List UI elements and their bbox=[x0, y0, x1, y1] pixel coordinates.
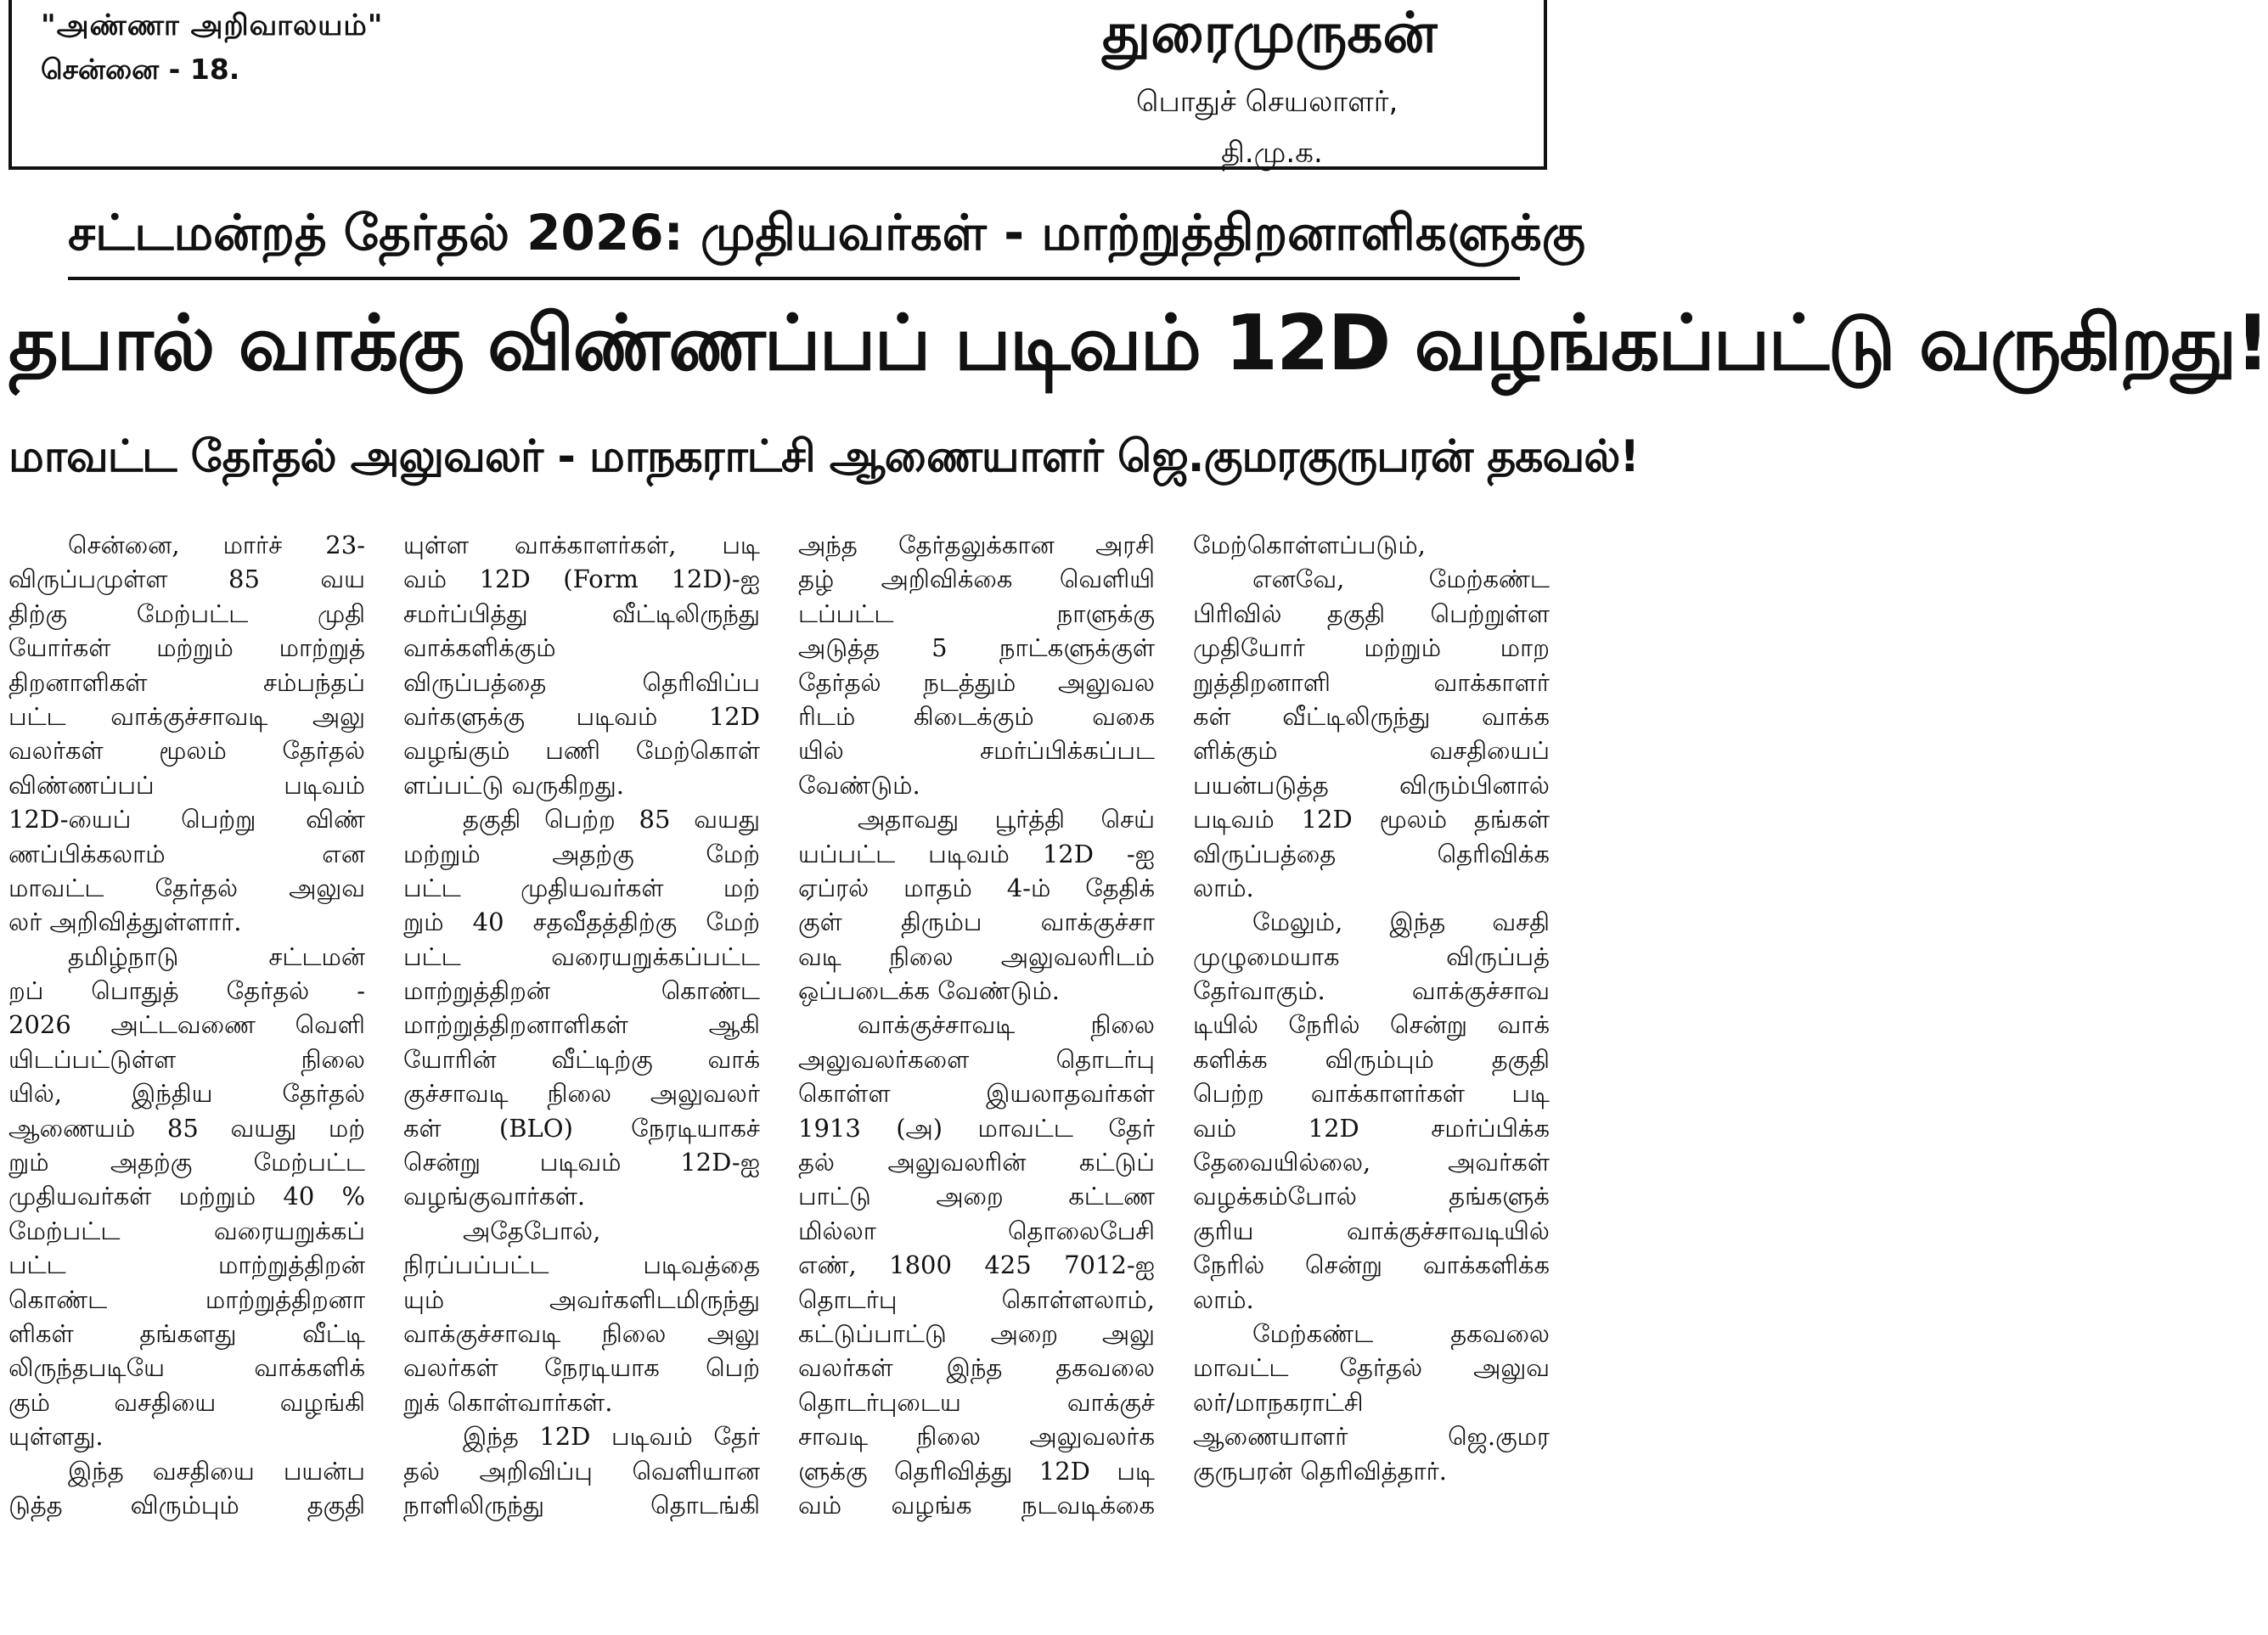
address-block bbox=[41, 8, 383, 90]
text-line: றும் 40 சதவீதத்திற்கு மேற் bbox=[403, 907, 760, 937]
text-line: குச்சாவடி நிலை அலுவலர் bbox=[403, 1079, 760, 1109]
text-line: 12D-யைப் பெற்று விண் bbox=[8, 805, 365, 834]
text-line: இந்த வசதியை பயன்ப bbox=[68, 1456, 365, 1486]
text-line: சென்னை, மார்ச் 23- bbox=[68, 531, 365, 559]
text-line: எண், 1800 425 7012-ஐ bbox=[798, 1250, 1155, 1280]
text-line: தேர்தல் நடத்தும் அலுவல bbox=[798, 667, 1155, 697]
text-line: குருபரன் தெரிவித்தார். bbox=[1193, 1456, 1448, 1486]
text-line: களிக்க விரும்பும் தகுதி bbox=[1193, 1044, 1550, 1074]
text-line: 2026 அட்டவணை வெளி bbox=[8, 1010, 365, 1040]
text-line: எனவே, மேற்கண்ட bbox=[1252, 565, 1550, 594]
text-line: நாளிலிருந்து தொடங்கி bbox=[403, 1490, 760, 1520]
text-line: ஆணையம் 85 வயது மற் bbox=[8, 1113, 365, 1143]
text-line: தழ் அறிவிக்கை வெளியி bbox=[798, 565, 1155, 594]
text-line: அடுத்த 5 நாட்களுக்குள் bbox=[798, 633, 1155, 663]
text-line: சாவடி நிலை அலுவலர்க bbox=[798, 1422, 1155, 1452]
text-line: அந்த தேர்தலுக்கான அரசி bbox=[798, 531, 1155, 559]
text-line: பிரிவில் தகுதி பெற்றுள்ள bbox=[1193, 598, 1550, 628]
text-line: மேலும், இந்த வசதி bbox=[1252, 907, 1550, 937]
text-line: லர்/மாநகராட்சி bbox=[1193, 1387, 1364, 1417]
text-line: திறனாளிகள் சம்பந்தப் bbox=[8, 667, 365, 697]
text-line: ரிடம் கிடைக்கும் வகை bbox=[798, 701, 1155, 731]
text-line: வேண்டும். bbox=[798, 770, 920, 800]
text-line: முதியவர்கள் மற்றும் 40 % bbox=[8, 1182, 365, 1211]
article-subheadline: மாவட்ட தேர்தல் அலுவலர் - மாநகராட்சி ஆணையாளர் ஜெ.குமரகுருபரன் தகவல்! bbox=[8, 431, 1640, 482]
text-line: றுத்திறனாளி வாக்காளர் bbox=[1193, 667, 1550, 697]
text-line: மேற்பட்ட வரையறுக்கப் bbox=[8, 1216, 365, 1245]
article-column-2 bbox=[403, 528, 760, 1522]
text-line: வழங்கும் பணி மேற்கொள் bbox=[403, 736, 760, 766]
signatory-role: பொதுச் செயலாளர், bbox=[1136, 85, 1399, 119]
text-line: யிடப்பட்டுள்ள நிலை bbox=[8, 1044, 365, 1074]
text-line: வலர்கள் நேரடியாக பெற் bbox=[403, 1353, 760, 1383]
text-line: தல் அறிவிப்பு வெளியான bbox=[403, 1456, 760, 1486]
text-line: றப் பொதுத் தேர்தல் - bbox=[8, 976, 365, 1006]
kicker-divider bbox=[68, 277, 1520, 280]
text-line: வலர்கள் இந்த தகவலை bbox=[798, 1353, 1155, 1383]
text-line: மாவட்ட தேர்தல் அலுவ bbox=[1193, 1353, 1550, 1383]
text-line: கள் (BLO) நேரடியாகச் bbox=[403, 1113, 760, 1143]
text-line: ளிக்கும் வசதியைப் bbox=[1193, 736, 1550, 766]
text-line: தொடர்புடைய வாக்குச் bbox=[798, 1387, 1155, 1417]
text-line: தொடர்பு கொள்ளலாம், bbox=[798, 1284, 1155, 1314]
text-line: சென்று படிவம் 12D-ஐ bbox=[403, 1148, 760, 1177]
masthead-box bbox=[8, 0, 1547, 170]
article-kicker: சட்டமன்றத் தேர்தல் 2026: முதியவர்கள் - மாற்றுத்திறனாளிகளுக்கு bbox=[68, 204, 1585, 261]
text-line: கட்டுப்பாட்டு அறை அலு bbox=[798, 1318, 1155, 1348]
text-line: யும் அவர்களிடமிருந்து bbox=[403, 1284, 760, 1314]
text-line: தேர்வாகும். வாக்குச்சாவ bbox=[1193, 976, 1550, 1006]
text-line: 1913 (அ) மாவட்ட தேர் bbox=[798, 1113, 1155, 1143]
text-line: வழங்குவார்கள். bbox=[403, 1182, 586, 1211]
text-line: மற்றும் அதற்கு மேற் bbox=[403, 839, 760, 868]
text-line: தேவையில்லை, அவர்கள் bbox=[1193, 1148, 1550, 1177]
text-line: வம் 12D (Form 12D)-ஐ bbox=[403, 565, 760, 594]
text-line: படிவம் 12D மூலம் தங்கள் bbox=[1193, 805, 1550, 834]
text-line: வாக்களிக்கும் bbox=[403, 633, 556, 663]
text-line: றும் அதற்கு மேற்பட்ட bbox=[8, 1148, 365, 1177]
text-line: வாக்குச்சாவடி நிலை bbox=[858, 1010, 1155, 1040]
text-line: மேற்கொள்ளப்படும், bbox=[1193, 531, 1426, 559]
text-line: பயன்படுத்த விரும்பினால் bbox=[1193, 770, 1550, 800]
text-line: ளப்பட்டு வருகிறது. bbox=[403, 770, 625, 800]
text-line: குள் திரும்ப வாக்குச்சா bbox=[798, 907, 1155, 937]
article-headline: தபால் வாக்கு விண்ணப்பப் படிவம் 12D வழங்கப்பட்டு வருகிறது! bbox=[8, 299, 2268, 388]
text-line: யோரின் வீட்டிற்கு வாக் bbox=[403, 1044, 760, 1074]
text-line: பட்ட முதியவர்கள் மற் bbox=[403, 873, 760, 902]
text-line: விருப்பமுள்ள 85 வய bbox=[8, 565, 365, 594]
text-line: யில் சமர்ப்பிக்கப்பட bbox=[798, 736, 1155, 766]
text-line: தகுதி பெற்ற 85 வயது bbox=[463, 805, 760, 834]
party-name: தி.மு.க. bbox=[1221, 136, 1323, 170]
text-line: யுள்ள வாக்காளர்கள், படி bbox=[403, 531, 760, 559]
text-line: கள் வீட்டிலிருந்து வாக்க bbox=[1193, 701, 1550, 731]
text-line: பட்ட வரையறுக்கப்பட்ட bbox=[403, 941, 760, 971]
article-column-4 bbox=[1193, 528, 1550, 1488]
text-line: ஏப்ரல் மாதம் 4-ம் தேதிக் bbox=[798, 873, 1155, 902]
text-line: மாற்றுத்திறனாளிகள் ஆகி bbox=[403, 1010, 760, 1040]
text-line: லாம். bbox=[1193, 873, 1254, 902]
text-line: இந்த 12D படிவம் தேர் bbox=[463, 1422, 760, 1452]
text-line: அதேபோல், bbox=[463, 1216, 601, 1245]
text-line: வடி நிலை அலுவலரிடம் bbox=[798, 941, 1155, 971]
text-line: யில், இந்திய தேர்தல் bbox=[8, 1079, 365, 1109]
text-line: டுத்த விரும்பும் தகுதி bbox=[8, 1490, 365, 1520]
article-column-1 bbox=[8, 528, 365, 1522]
text-line: தமிழ்நாடு சட்டமன் bbox=[68, 941, 365, 971]
text-line: விண்ணப்பப் படிவம் bbox=[8, 770, 365, 800]
text-line: ளிகள் தங்களது வீட்டி bbox=[8, 1318, 365, 1348]
text-line: ஆணையாளர் ஜெ.குமர bbox=[1193, 1422, 1550, 1452]
text-line: அதாவது பூர்த்தி செய் bbox=[858, 805, 1155, 834]
text-line: முதியோர் மற்றும் மாற bbox=[1193, 633, 1550, 663]
text-line: லாம். bbox=[1193, 1284, 1254, 1314]
text-line: டப்பட்ட நாளுக்கு bbox=[798, 598, 1155, 628]
address-line-1: "அண்ணா அறிவாலயம்" bbox=[41, 8, 384, 42]
text-line: மில்லா தொலைபேசி bbox=[798, 1216, 1155, 1245]
text-line: யுள்ளது. bbox=[8, 1422, 104, 1452]
text-line: கொண்ட மாற்றுத்திறனா bbox=[8, 1284, 365, 1314]
text-line: திற்கு மேற்பட்ட முதி bbox=[8, 598, 365, 628]
signatory-name: துரைமுருகன் bbox=[1102, 0, 1438, 65]
text-line: நேரில் சென்று வாக்களிக்க bbox=[1193, 1250, 1550, 1280]
text-line: பட்ட வாக்குச்சாவடி அலு bbox=[8, 701, 365, 731]
text-line: தல் அலுவலரின் கட்டுப் bbox=[798, 1148, 1155, 1177]
text-line: முழுமையாக விருப்பத் bbox=[1193, 941, 1550, 971]
text-line: கும் வசதியை வழங்கி bbox=[8, 1387, 365, 1417]
text-line: ஒப்படைக்க வேண்டும். bbox=[798, 976, 1060, 1006]
text-line: வழக்கம்போல் தங்களுக் bbox=[1193, 1182, 1550, 1211]
text-line: லர் அறிவித்துள்ளார். bbox=[8, 907, 242, 937]
text-line: வர்களுக்கு படிவம் 12D bbox=[403, 701, 760, 731]
text-line: டியில் நேரில் சென்று வாக் bbox=[1193, 1010, 1550, 1040]
text-line: விருப்பத்தை தெரிவிக்க bbox=[1193, 839, 1550, 868]
text-line: வம் வழங்க நடவடிக்கை bbox=[798, 1490, 1155, 1520]
text-line: வலர்கள் மூலம் தேர்தல் bbox=[8, 736, 365, 766]
text-line: நிரப்பப்பட்ட படிவத்தை bbox=[403, 1250, 760, 1280]
text-line: கொள்ள இயலாதவர்கள் bbox=[798, 1079, 1155, 1109]
text-line: குரிய வாக்குச்சாவடியில் bbox=[1193, 1216, 1550, 1245]
article-column-3 bbox=[798, 528, 1155, 1522]
text-line: வாக்குச்சாவடி நிலை அலு bbox=[403, 1318, 760, 1348]
text-line: பெற்ற வாக்காளர்கள் படி bbox=[1193, 1079, 1550, 1109]
text-line: மேற்கண்ட தகவலை bbox=[1252, 1318, 1550, 1348]
text-line: மாவட்ட தேர்தல் அலுவ bbox=[8, 873, 365, 902]
text-line: யப்பட்ட படிவம் 12D -ஐ bbox=[798, 839, 1155, 868]
text-line: யோர்கள் மற்றும் மாற்றுத் bbox=[8, 633, 365, 663]
text-line: லிருந்தபடியே வாக்களிக் bbox=[8, 1353, 365, 1383]
text-line: வம் 12D சமர்ப்பிக்க bbox=[1193, 1113, 1550, 1143]
text-line: பட்ட மாற்றுத்திறன் bbox=[8, 1250, 365, 1280]
text-line: ளுக்கு தெரிவித்து 12D படி bbox=[798, 1456, 1155, 1486]
text-line: விருப்பத்தை தெரிவிப்ப bbox=[403, 667, 760, 697]
text-line: றுக் கொள்வார்கள். bbox=[403, 1387, 613, 1417]
text-line: மாற்றுத்திறன் கொண்ட bbox=[403, 976, 760, 1006]
address-line-2: சென்னை - 18. bbox=[41, 53, 240, 86]
text-line: சமர்ப்பித்து வீட்டிலிருந்து bbox=[403, 598, 760, 628]
text-line: அலுவலர்களை தொடர்பு bbox=[798, 1044, 1155, 1074]
text-line: பாட்டு அறை கட்டண bbox=[798, 1182, 1155, 1211]
text-line: ணப்பிக்கலாம் என bbox=[8, 839, 365, 868]
